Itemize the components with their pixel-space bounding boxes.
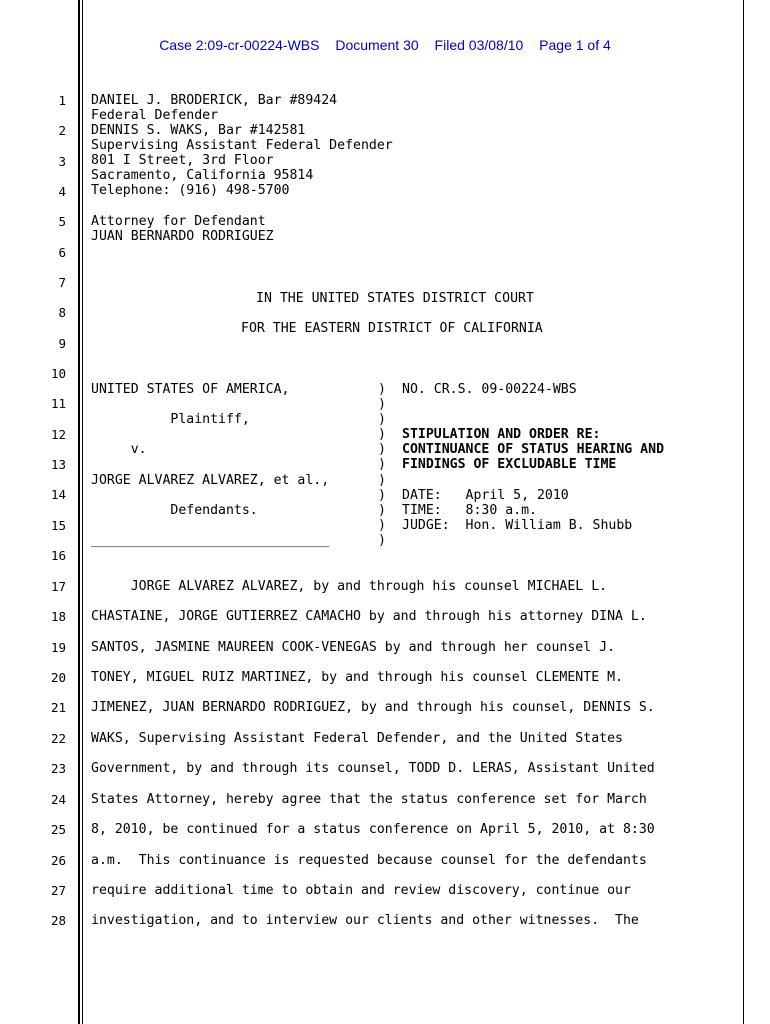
line-number: 4 (58, 184, 66, 199)
hearing-time: TIME: 8:30 a.m. (402, 503, 537, 518)
caption-defendant-name: JORGE ALVAREZ ALVAREZ, et al., (91, 473, 330, 488)
caption-paren: ) (378, 427, 386, 442)
body-line: CHASTAINE, JORGE GUTIERREZ CAMACHO by and through his attorney DINA L. (91, 609, 647, 624)
line-number: 1 (58, 93, 66, 108)
left-margin-rule-outer (78, 0, 80, 1024)
body-line: investigation, and to interview our clients and other witnesses. The (91, 913, 639, 928)
attorney-for-line: JUAN BERNARDO RODRIGUEZ (91, 229, 274, 244)
caption-paren: ) (378, 533, 386, 548)
line-number: 27 (50, 883, 66, 898)
line-number: 21 (50, 700, 66, 715)
line-number: 8 (58, 305, 66, 320)
case-number-caption: NO. CR.S. 09-00224-WBS (402, 382, 577, 397)
document-title-line: CONTINUANCE OF STATUS HEARING AND (402, 442, 665, 457)
line-number: 6 (58, 245, 66, 260)
line-number: 11 (50, 396, 66, 411)
caption-paren: ) (378, 518, 386, 533)
counsel-line: Telephone: (916) 498-5700 (91, 183, 290, 198)
caption-paren: ) (378, 442, 386, 457)
caption-defendant-role: Defendants. (91, 503, 258, 518)
line-number: 14 (50, 487, 66, 502)
line-number: 7 (58, 275, 66, 290)
case-number: Case 2:09-cr-00224-WBS (159, 37, 320, 53)
line-number: 20 (50, 670, 66, 685)
line-number: 5 (58, 214, 66, 229)
line-number: 12 (50, 427, 66, 442)
counsel-line: Federal Defender (91, 108, 219, 123)
caption-plaintiff-role: Plaintiff, (91, 412, 250, 427)
caption-underline: ______________________________ (91, 533, 330, 548)
document-title-line: FINDINGS OF EXCLUDABLE TIME (402, 457, 617, 472)
counsel-line: Supervising Assistant Federal Defender (91, 138, 393, 153)
caption-paren: ) (378, 382, 386, 397)
caption-paren: ) (378, 473, 386, 488)
caption-versus: v. (91, 442, 147, 457)
line-number: 13 (50, 457, 66, 472)
body-line: JORGE ALVAREZ ALVAREZ, by and through his counsel MICHAEL L. (91, 579, 608, 594)
line-number: 16 (50, 548, 66, 563)
body-line: TONEY, MIGUEL RUIZ MARTINEZ, by and through his counsel CLEMENTE M. (91, 670, 623, 685)
left-margin-rule-inner (82, 0, 83, 1024)
line-number: 28 (50, 913, 66, 928)
caption-plaintiff-name: UNITED STATES OF AMERICA, (91, 382, 290, 397)
document-title-line: STIPULATION AND ORDER RE: (402, 427, 601, 442)
court-district: FOR THE EASTERN DISTRICT OF CALIFORNIA (241, 321, 543, 336)
filed-date: Filed 03/08/10 (434, 37, 524, 53)
counsel-line: Sacramento, California 95814 (91, 168, 314, 183)
line-number: 25 (50, 822, 66, 837)
line-number: 23 (50, 761, 66, 776)
counsel-line: DENNIS S. WAKS, Bar #142581 (91, 123, 306, 138)
body-line: JIMENEZ, JUAN BERNARDO RODRIGUEZ, by and through his counsel, DENNIS S. (91, 700, 655, 715)
line-number: 10 (50, 366, 66, 381)
body-line: Government, by and through its counsel, TODD D. LERAS, Assistant United (91, 761, 655, 776)
body-line: WAKS, Supervising Assistant Federal Defender, and the United States (91, 731, 623, 746)
body-line: 8, 2010, be continued for a status conference on April 5, 2010, at 8:30 (91, 822, 655, 837)
caption-paren: ) (378, 488, 386, 503)
hearing-judge: JUDGE: Hon. William B. Shubb (402, 518, 633, 533)
counsel-line: DANIEL J. BRODERICK, Bar #89424 (91, 93, 338, 108)
line-number: 26 (50, 853, 66, 868)
body-line: SANTOS, JASMINE MAUREEN COOK-VENEGAS by and through her counsel J. (91, 640, 616, 655)
attorney-for-line: Attorney for Defendant (91, 214, 266, 229)
line-number: 17 (50, 579, 66, 594)
caption-paren: ) (378, 457, 386, 472)
court-name: IN THE UNITED STATES DISTRICT COURT (256, 291, 534, 306)
counsel-line: 801 I Street, 3rd Floor (91, 153, 274, 168)
caption-paren: ) (378, 397, 386, 412)
caption-paren: ) (378, 412, 386, 427)
line-number: 19 (50, 640, 66, 655)
document-number: Document 30 (335, 37, 419, 53)
line-number: 2 (58, 123, 66, 138)
right-margin-rule (743, 0, 744, 1024)
line-number: 3 (58, 154, 66, 169)
ecf-header (0, 37, 770, 53)
body-line: States Attorney, hereby agree that the status conference set for March (91, 792, 647, 807)
body-line: require additional time to obtain and review discovery, continue our (91, 883, 631, 898)
line-number: 9 (58, 336, 66, 351)
caption-paren: ) (378, 503, 386, 518)
page-count: Page 1 of 4 (539, 37, 611, 53)
line-number: 18 (50, 609, 66, 624)
line-number: 24 (50, 792, 66, 807)
line-number: 22 (50, 731, 66, 746)
hearing-date: DATE: April 5, 2010 (402, 488, 569, 503)
line-number: 15 (50, 518, 66, 533)
body-line: a.m. This continuance is requested because counsel for the defendants (91, 853, 647, 868)
